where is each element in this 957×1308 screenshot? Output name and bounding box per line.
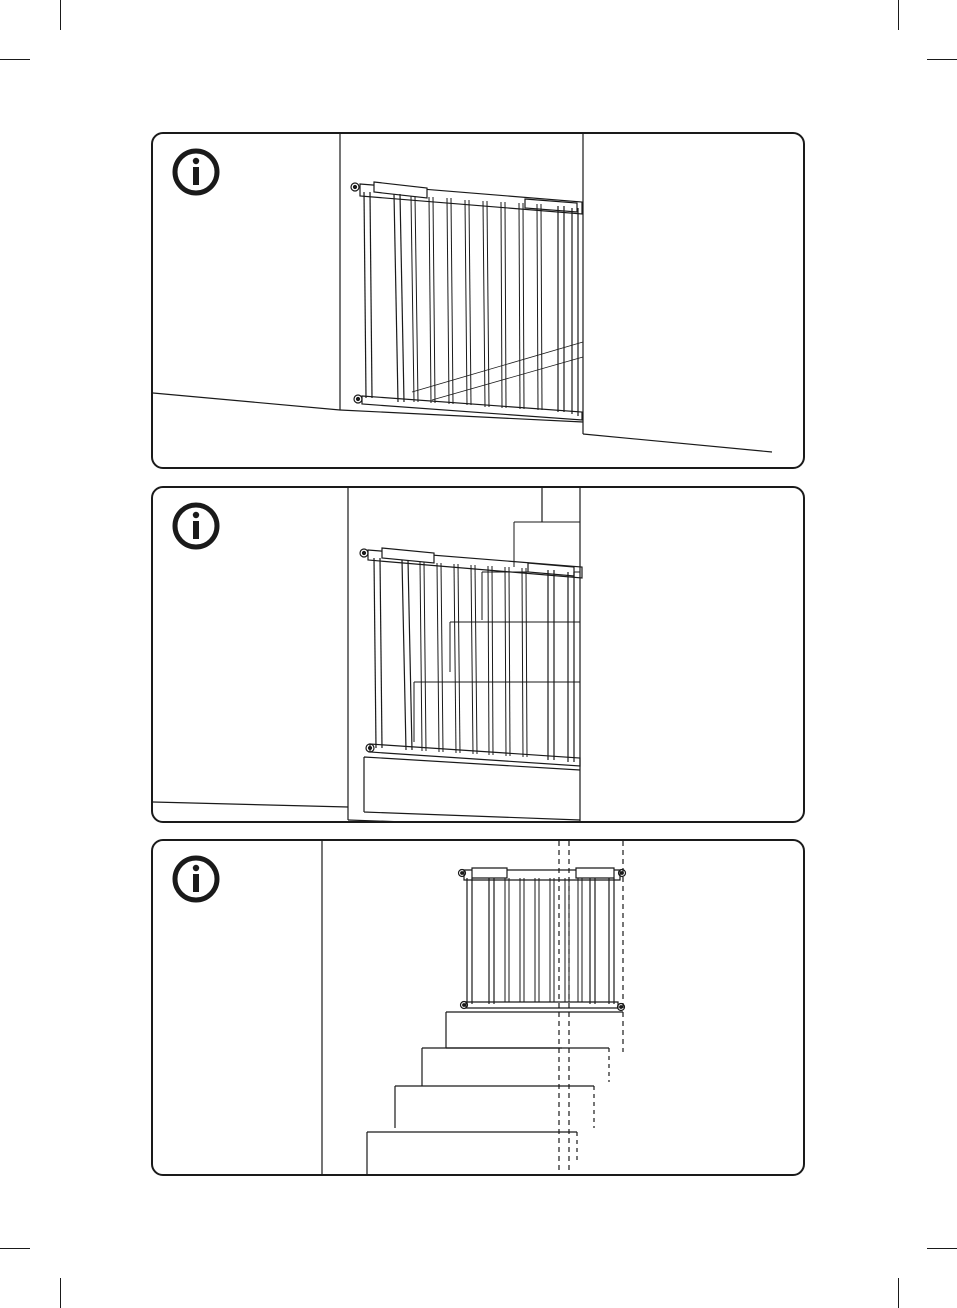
crop-mark (898, 1278, 899, 1308)
crop-mark (60, 1278, 61, 1308)
crop-mark (0, 59, 30, 60)
gate-doorway-illustration (153, 134, 805, 469)
crop-mark (927, 1248, 957, 1249)
crop-mark (927, 59, 957, 60)
crop-mark (60, 0, 61, 30)
panel-gate-bottom-stairs (151, 486, 805, 823)
gate-stairs-top-illustration (153, 841, 805, 1176)
panel-gate-top-stairs (151, 839, 805, 1176)
crop-mark (898, 0, 899, 30)
crop-mark (0, 1248, 30, 1249)
gate-stairs-bottom-illustration (153, 488, 805, 823)
panel-gate-doorway (151, 132, 805, 469)
